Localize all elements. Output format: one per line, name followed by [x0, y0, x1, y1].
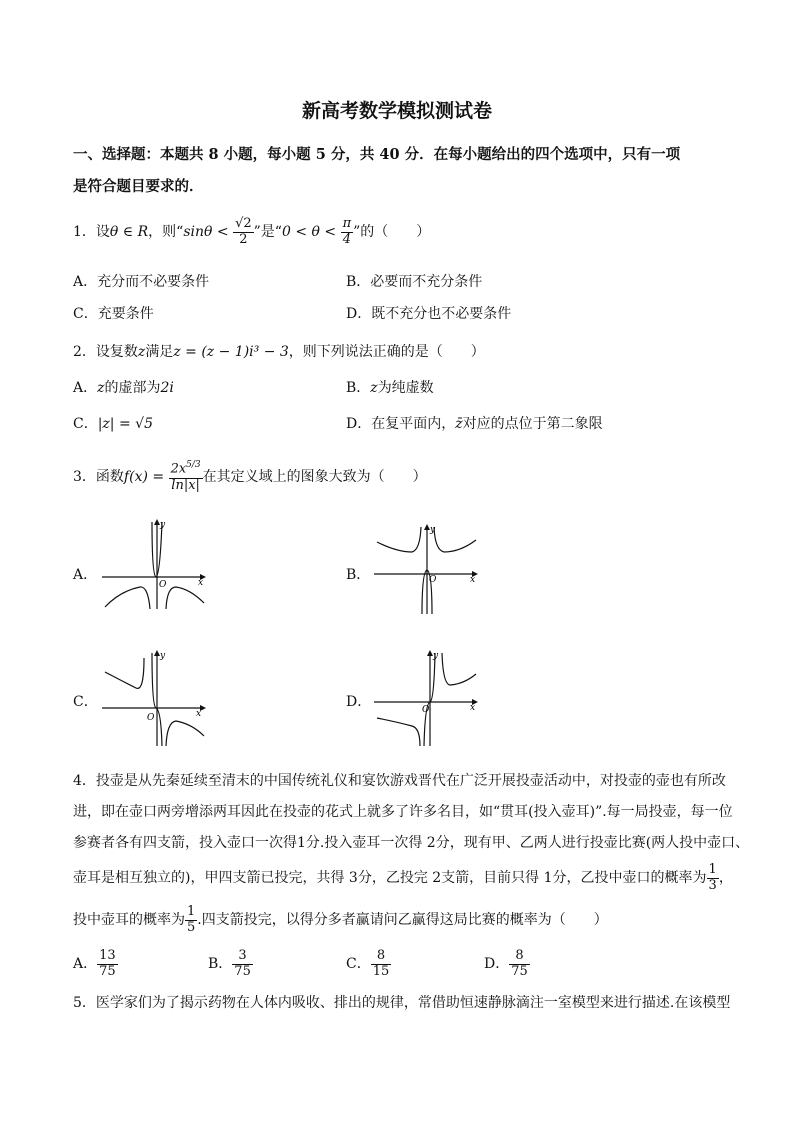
- q4-option-a[interactable]: A． $\frac{13}{75}$: [73, 947, 116, 979]
- q1-number: 1．设: [73, 224, 110, 240]
- question-2-stem: [73, 341, 485, 361]
- q4-option-d[interactable]: D． $\frac{8}{75}$: [484, 947, 528, 979]
- x-label: x: [470, 575, 476, 585]
- q5-line-1: 5．医学家们为了揭示药物在人体内吸收、排出的规律，常借助恒速静脉滴注一室模型来进行描述.在该模型: [73, 995, 731, 1011]
- q3-graph-c[interactable]: [100, 648, 210, 748]
- q3-graph-b[interactable]: [372, 522, 482, 617]
- q2-option-b[interactable]: B．z为纯虚数: [346, 380, 434, 396]
- q4-line-5: 投中壶耳的概率为 $\frac{1}{5}$ .四支箭投完，以得分多者赢请问乙赢得这局比赛的概率为（ ）: [73, 903, 608, 935]
- q1-option-c[interactable]: C．充要条件: [73, 306, 154, 322]
- q3-label-c[interactable]: C．: [73, 694, 98, 710]
- q2-option-a[interactable]: A．z的虚部为2i: [73, 380, 174, 396]
- curve-right: [166, 587, 204, 609]
- y-label: y: [160, 651, 166, 661]
- q1-range-expr: 0 < θ <: [281, 224, 337, 240]
- q4-fraction-one-fifth: $\frac{1}{5}$: [187, 903, 196, 935]
- q4-line-4: 壶耳是相互独立的)，甲四支箭已投完，共得 3分，乙投完 2支箭，目前只得 1分，乙投中壶口的概率为 $\frac{1}{3}$ ，: [73, 861, 733, 893]
- q2-tail: ，则下列说法正确的是（ ）: [288, 344, 485, 360]
- question-1-stem: [73, 213, 430, 251]
- q3-prefix: 3．函数: [73, 469, 124, 485]
- curve-right: [442, 653, 476, 685]
- x-label: x: [198, 578, 204, 588]
- question-3-stem: [73, 450, 427, 504]
- curve-left: [105, 587, 150, 609]
- curve-right: [166, 721, 204, 746]
- q2-z: z: [137, 344, 146, 360]
- curve-left: [105, 658, 144, 688]
- q3-graph-a[interactable]: [100, 517, 210, 612]
- q1-fraction-sqrt2-over-2: $\frac{√2}{2}$: [235, 215, 252, 247]
- q1-option-d[interactable]: D．既不充分也不必要条件: [346, 306, 512, 322]
- curve-right: [434, 527, 476, 552]
- q2-mid: 满足: [145, 344, 174, 360]
- curve-left: [377, 718, 420, 746]
- x-label: x: [470, 703, 476, 713]
- origin-label: O: [159, 580, 167, 590]
- y-label: y: [433, 651, 439, 661]
- y-label: y: [160, 520, 166, 530]
- q4-line-2: 进，即在壶口两旁增添两耳因此在投壶的花式上就多了许多名目，如“贯耳(投入壶耳)”.每一局投壶，每一位: [73, 804, 733, 820]
- origin-label: O: [429, 575, 437, 585]
- q3-tail: 在其定义域上的图象大致为（ ）: [202, 469, 427, 485]
- q1-mid2: ”是“: [253, 224, 282, 240]
- q4-option-c[interactable]: C． $\frac{8}{15}$: [346, 947, 390, 979]
- page-title: 新高考数学模拟测试卷: [301, 100, 492, 122]
- q2-equation: z = (z − 1)i³ − 3: [173, 344, 289, 360]
- section-header-line1: 一、选择题：本题共 8 小题，每小题 5 分，共 40 分．在每小题给出的四个选项中，只有一项: [73, 146, 681, 163]
- section-header-line2: 是符合题目要求的．: [73, 178, 204, 195]
- q1-theta-in-r: θ ∈ R: [109, 224, 149, 240]
- q3-label-a[interactable]: A．: [73, 567, 98, 583]
- q1-tail: ”的（ ）: [353, 224, 431, 240]
- q2-prefix: 2．设复数: [73, 344, 138, 360]
- origin-label: O: [147, 713, 155, 723]
- q1-mid1: ，则“: [148, 224, 184, 240]
- y-label: y: [430, 525, 436, 535]
- q3-fx: f(x) =: [123, 469, 165, 485]
- curve-left: [377, 527, 421, 552]
- q3-label-b[interactable]: B．: [346, 567, 371, 583]
- q3-graph-d[interactable]: [372, 648, 482, 748]
- x-label: x: [196, 709, 202, 719]
- q2-option-d[interactable]: D．在复平面内，z̄对应的点位于第二象限: [346, 416, 603, 432]
- q1-option-a[interactable]: A．充分而不必要条件: [73, 274, 210, 290]
- q4-option-b[interactable]: B． $\frac{3}{75}$: [208, 947, 251, 979]
- q1-fraction-pi-over-4: $\frac{\pi}{4}$: [342, 215, 352, 247]
- q2-option-c[interactable]: C．|z| = √5: [73, 416, 153, 432]
- q4-line-3: 参赛者各有四支箭，投入壶口一次得1分.投入壶耳一次得 2分，现有甲、乙两人进行投壶比赛(两人投中壶口、: [73, 835, 750, 851]
- q1-sin-expr: sinθ <: [183, 224, 229, 240]
- origin-label: O: [422, 705, 430, 715]
- q4-line-1: 4．投壶是从先秦延续至清末的中国传统礼仪和宴饮游戏晋代在广泛开展投壶活动中，对投壶的壶也有所改: [73, 773, 726, 789]
- q3-label-d[interactable]: D．: [346, 694, 372, 710]
- q1-option-b[interactable]: B．必要而不充分条件: [346, 274, 483, 290]
- q4-fraction-one-third: $\frac{1}{3}$: [708, 861, 717, 893]
- q3-function-fraction: $\frac{2x^{5/3}}{\ln|x|}$: [170, 460, 201, 493]
